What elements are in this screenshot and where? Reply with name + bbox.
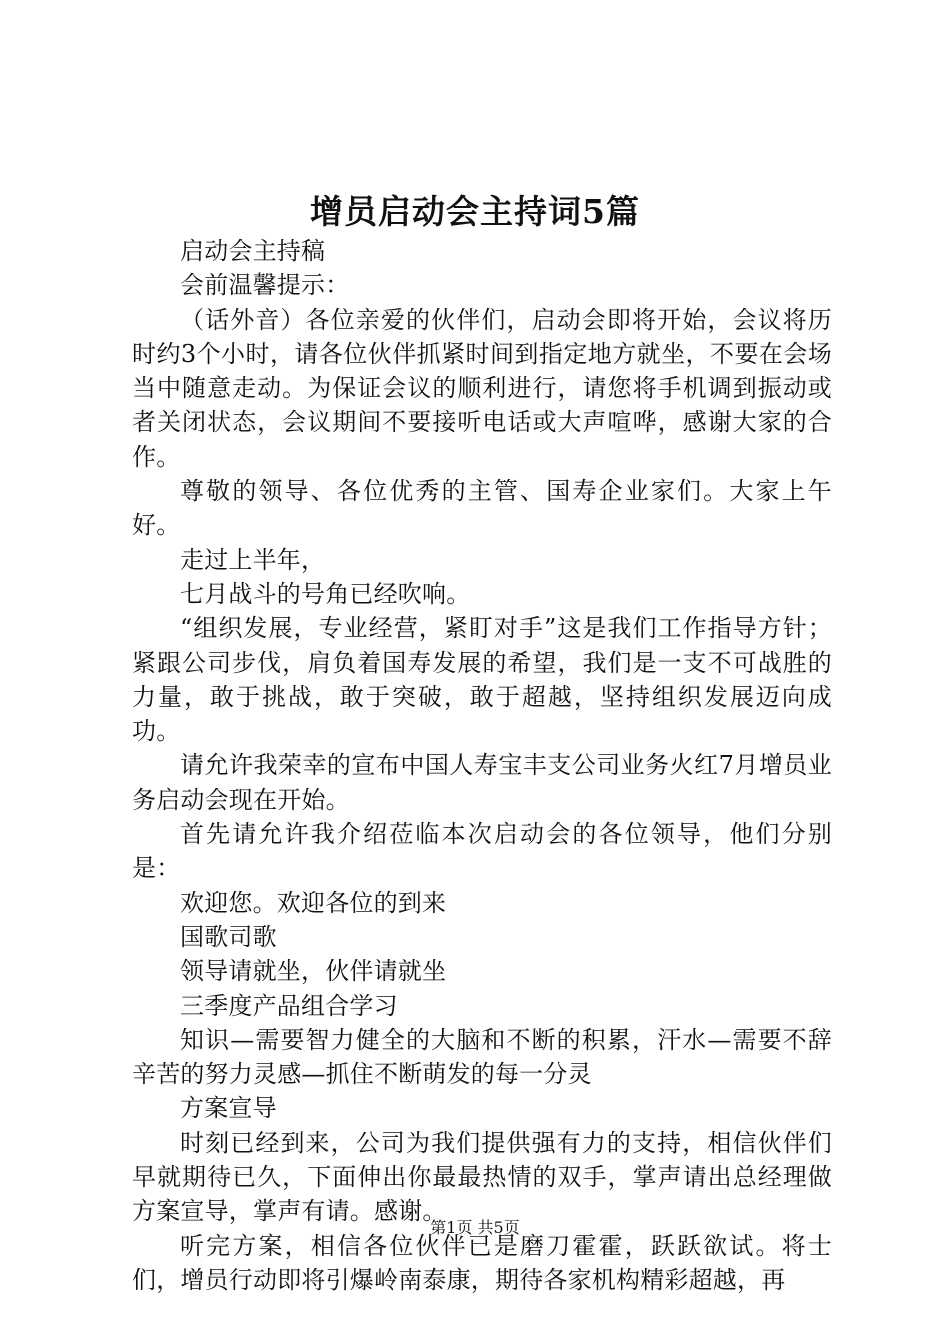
page-footer: 第1页 共5页	[430, 1218, 520, 1237]
paragraph: “组织发展，专业经营，紧盯对手”这是我们工作指导方针；紧跟公司步伐，肩负着国寿发展的希望，我们是一支不可战胜的力量，敢于挑战，敢于突破，敢于超越，坚持组织发展迈向成功。	[132, 614, 832, 746]
paragraph: 走过上半年，	[180, 545, 326, 574]
document-title: 增员启动会主持词5篇	[310, 192, 640, 231]
paragraph: 请允许我荣幸的宣布中国人寿宝丰支公司业务火红7月增员业务启动会现在开始。	[132, 751, 832, 814]
paragraph: 时刻已经到来，公司为我们提供强有力的支持，相信伙伴们早就期待已久，下面伸出你最最热情的双手，掌声请出总经理做方案宣导，掌声有请。感谢。	[132, 1128, 832, 1226]
paragraph: 三季度产品组合学习	[180, 991, 398, 1020]
document-body	[132, 234, 832, 1297]
paragraph: 首先请允许我介绍莅临本次启动会的各位领导，他们分别是：	[132, 820, 832, 883]
paragraph: 国歌司歌	[180, 922, 277, 951]
paragraph: 欢迎您。欢迎各位的到来	[180, 888, 447, 917]
paragraph: 听完方案，相信各位伙伴已是磨刀霍霍，跃跃欲试。将士们，增员行动即将引爆岭南泰康，期待各家机构精彩超越，再	[132, 1231, 832, 1294]
paragraph: 启动会主持稿	[180, 237, 326, 265]
paragraph: 方案宣导	[180, 1094, 277, 1123]
paragraph: 知识—需要智力健全的大脑和不断的积累，汗水—需要不辞辛苦的努力灵感—抓住不断萌发的每一分灵	[132, 1025, 832, 1089]
paragraph: 尊敬的领导、各位优秀的主管、国寿企业家们。大家上午好。	[132, 477, 832, 540]
paragraph: 七月战斗的号角已经吹响。	[180, 579, 471, 608]
paragraph: （话外音）各位亲爱的伙伴们，启动会即将开始，会议将历时约3个小时，请各位伙伴抓紧时间到指定地方就坐，不要在会场当中随意走动。为保证会议的顺利进行，请您将手机调到振动或者关闭状态，会议期间不要接听电话或大声喧哗，感谢大家的合作。	[132, 305, 832, 471]
paragraph: 会前温馨提示：	[180, 271, 350, 300]
paragraph: 领导请就坐，伙伴请就坐	[180, 957, 447, 986]
